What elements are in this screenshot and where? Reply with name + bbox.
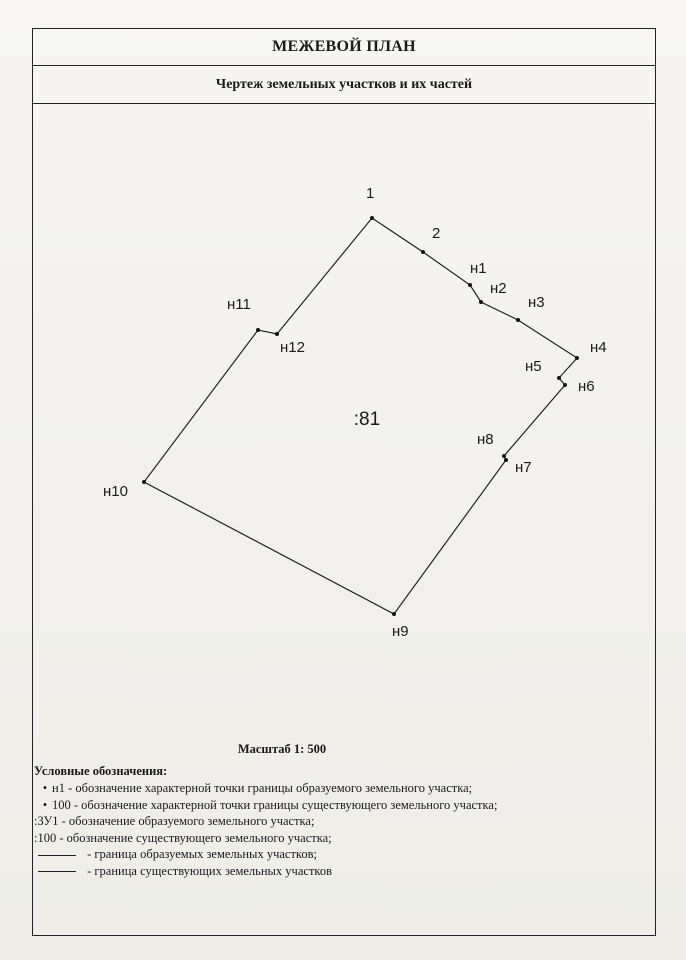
legend-item-text: :ЗУ1 - обозначение образуемого земельного участка; <box>34 814 315 828</box>
point-label: 2 <box>432 225 441 242</box>
legend-item <box>34 797 634 814</box>
boundary-point <box>256 328 260 332</box>
point-label: н11 <box>227 296 251 313</box>
parcel-label: :81 <box>353 409 381 430</box>
boundary-point <box>392 612 396 616</box>
bullet-icon: • <box>42 797 48 812</box>
boundary-point <box>479 300 483 304</box>
document-title: МЕЖЕВОЙ ПЛАН <box>272 38 416 55</box>
boundary-point <box>468 283 472 287</box>
legend-item <box>34 780 634 797</box>
boundary-point <box>421 250 425 254</box>
point-label: н3 <box>528 294 545 311</box>
point-label: н1 <box>470 260 487 277</box>
point-label: н4 <box>590 339 607 356</box>
legend-item-text: н1 - обозначение характерной точки границы образуемого земельного участка; <box>52 781 473 795</box>
scale-label: Масштаб 1: 500 <box>237 742 327 756</box>
point-label: 1 <box>366 185 375 202</box>
boundary-point <box>502 454 506 458</box>
point-label: н8 <box>477 431 494 448</box>
legend-item-text: :100 - обозначение существующего земельного участка; <box>34 830 332 845</box>
drawing-subtitle: Чертеж земельных участков и их частей <box>215 76 473 92</box>
bullet-icon: • <box>42 781 48 795</box>
legend-item <box>34 813 634 830</box>
line-sample-icon <box>38 871 76 872</box>
point-label: н6 <box>578 378 595 395</box>
boundary-point <box>516 318 520 322</box>
boundary-point <box>370 216 374 220</box>
line-sample-icon <box>38 855 76 856</box>
legend-item-text: - граница образуемых земельных участков; <box>84 847 317 861</box>
legend-item-text: 100 - обозначение характерной точки границы существующего земельного участка; <box>52 797 498 812</box>
legend-item <box>34 863 634 880</box>
point-label: н2 <box>490 280 507 297</box>
legend-title: Условные обозначения: <box>34 764 168 778</box>
point-label: н9 <box>392 623 409 640</box>
point-label: н5 <box>525 358 542 375</box>
boundary-point <box>142 480 146 484</box>
boundary-point <box>557 376 561 380</box>
legend-list <box>34 780 634 879</box>
point-label: н12 <box>280 339 305 356</box>
boundary-point <box>275 332 279 336</box>
point-label: н10 <box>103 483 128 500</box>
boundary-point <box>563 383 567 387</box>
legend-item <box>34 830 634 847</box>
boundary-point <box>504 458 508 462</box>
boundary-point <box>575 356 579 360</box>
legend-item <box>34 846 634 863</box>
point-label: н7 <box>515 459 532 476</box>
legend-item-text: - граница существующих земельных участков <box>84 863 332 878</box>
